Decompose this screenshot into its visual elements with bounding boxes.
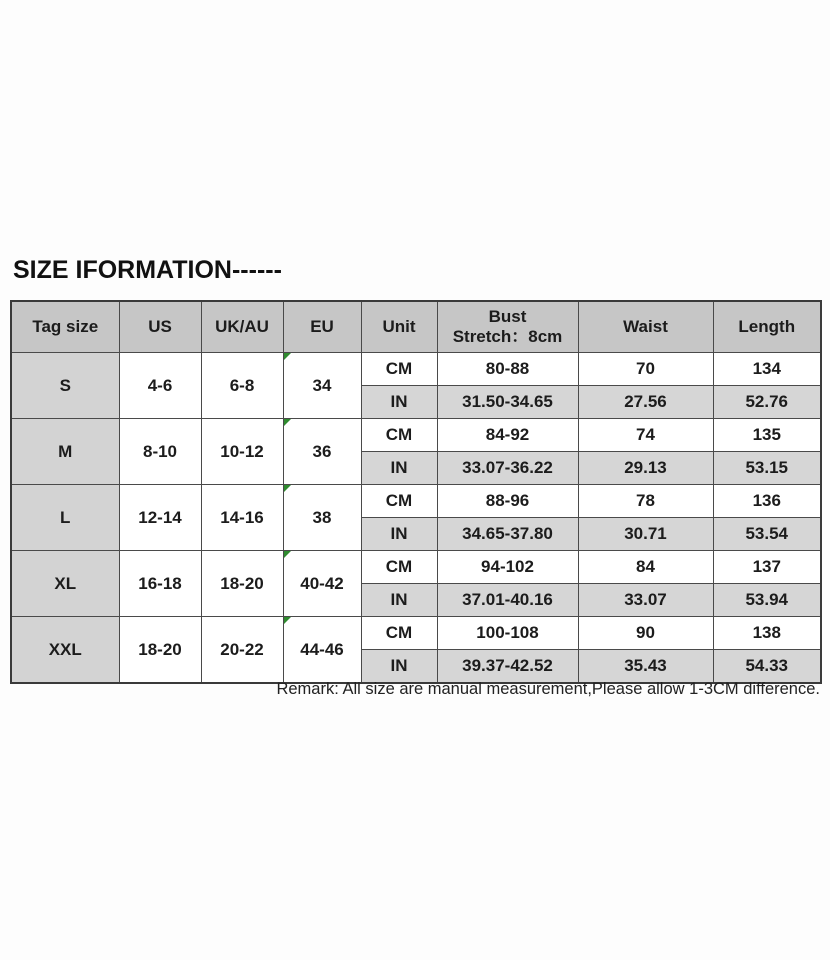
ukau-size-cell: 18-20: [201, 551, 283, 617]
header-bust-line1: Bust: [488, 306, 527, 326]
bust-cm-cell: 94-102: [437, 551, 578, 584]
unit-cm-cell: CM: [361, 419, 437, 452]
waist-in-cell: 27.56: [578, 386, 713, 419]
header-waist: Waist: [578, 301, 713, 353]
ukau-size-cell: 6-8: [201, 353, 283, 419]
unit-cm-cell: CM: [361, 485, 437, 518]
length-cm-cell: 136: [713, 485, 821, 518]
waist-cm-cell: 78: [578, 485, 713, 518]
ukau-size-cell: 20-22: [201, 617, 283, 684]
header-unit: Unit: [361, 301, 437, 353]
waist-in-cell: 29.13: [578, 452, 713, 485]
length-in-cell: 53.94: [713, 584, 821, 617]
waist-cm-cell: 90: [578, 617, 713, 650]
excel-flag-icon: [284, 551, 291, 558]
tag-size-cell: S: [11, 353, 119, 419]
bust-cm-cell: 84-92: [437, 419, 578, 452]
bust-cm-cell: 100-108: [437, 617, 578, 650]
waist-in-cell: 35.43: [578, 650, 713, 684]
bust-cm-cell: 80-88: [437, 353, 578, 386]
us-size-cell: 16-18: [119, 551, 201, 617]
unit-cm-cell: CM: [361, 551, 437, 584]
table-row: [11, 617, 821, 650]
eu-size-value: 38: [312, 507, 332, 527]
us-size-cell: 8-10: [119, 419, 201, 485]
unit-in-cell: IN: [361, 650, 437, 684]
header-eu: EU: [283, 301, 361, 353]
bust-in-cell: 39.37-42.52: [437, 650, 578, 684]
length-cm-cell: 134: [713, 353, 821, 386]
us-size-cell: 18-20: [119, 617, 201, 684]
table-row: [11, 485, 821, 518]
length-cm-cell: 138: [713, 617, 821, 650]
ukau-size-cell: 10-12: [201, 419, 283, 485]
unit-in-cell: IN: [361, 518, 437, 551]
eu-size-cell: [283, 485, 361, 551]
eu-size-value: 34: [312, 375, 332, 395]
excel-flag-icon: [284, 617, 291, 624]
tag-size-cell: XXL: [11, 617, 119, 684]
waist-in-cell: 30.71: [578, 518, 713, 551]
table-row: [11, 353, 821, 386]
excel-flag-icon: [284, 485, 291, 492]
bust-in-cell: 34.65-37.80: [437, 518, 578, 551]
us-size-cell: 12-14: [119, 485, 201, 551]
table-row: [11, 419, 821, 452]
remark-text: Remark: All size are manual measurement,Please allow 1-3CM difference.: [276, 680, 820, 698]
unit-in-cell: IN: [361, 386, 437, 419]
eu-size-value: 40-42: [300, 573, 344, 593]
bust-in-cell: 31.50-34.65: [437, 386, 578, 419]
eu-size-cell: [283, 419, 361, 485]
tag-size-cell: M: [11, 419, 119, 485]
header-us: US: [119, 301, 201, 353]
waist-cm-cell: 70: [578, 353, 713, 386]
header-length: Length: [713, 301, 821, 353]
page-title: SIZE IFORMATION------: [13, 256, 282, 284]
ukau-size-cell: 14-16: [201, 485, 283, 551]
header-tag-size: Tag size: [11, 301, 119, 353]
eu-size-value: 44-46: [300, 639, 344, 659]
us-size-cell: 4-6: [119, 353, 201, 419]
eu-size-cell: [283, 617, 361, 684]
unit-cm-cell: CM: [361, 617, 437, 650]
size-table: [10, 300, 822, 684]
eu-size-value: 36: [312, 441, 332, 461]
length-in-cell: 53.15: [713, 452, 821, 485]
length-in-cell: 54.33: [713, 650, 821, 684]
waist-cm-cell: 84: [578, 551, 713, 584]
header-uk-au: UK/AU: [201, 301, 283, 353]
length-cm-cell: 135: [713, 419, 821, 452]
excel-flag-icon: [284, 419, 291, 426]
unit-in-cell: IN: [361, 584, 437, 617]
length-cm-cell: 137: [713, 551, 821, 584]
size-table-header: [11, 301, 821, 353]
excel-flag-icon: [284, 353, 291, 360]
tag-size-cell: XL: [11, 551, 119, 617]
table-row: [11, 551, 821, 584]
header-bust-line2: Stretch：8cm: [452, 327, 563, 346]
length-in-cell: 53.54: [713, 518, 821, 551]
unit-in-cell: IN: [361, 452, 437, 485]
eu-size-cell: [283, 551, 361, 617]
bust-in-cell: 33.07-36.22: [437, 452, 578, 485]
waist-cm-cell: 74: [578, 419, 713, 452]
unit-cm-cell: CM: [361, 353, 437, 386]
bust-in-cell: 37.01-40.16: [437, 584, 578, 617]
header-bust: [437, 301, 578, 353]
length-in-cell: 52.76: [713, 386, 821, 419]
waist-in-cell: 33.07: [578, 584, 713, 617]
eu-size-cell: [283, 353, 361, 419]
bust-cm-cell: 88-96: [437, 485, 578, 518]
tag-size-cell: L: [11, 485, 119, 551]
